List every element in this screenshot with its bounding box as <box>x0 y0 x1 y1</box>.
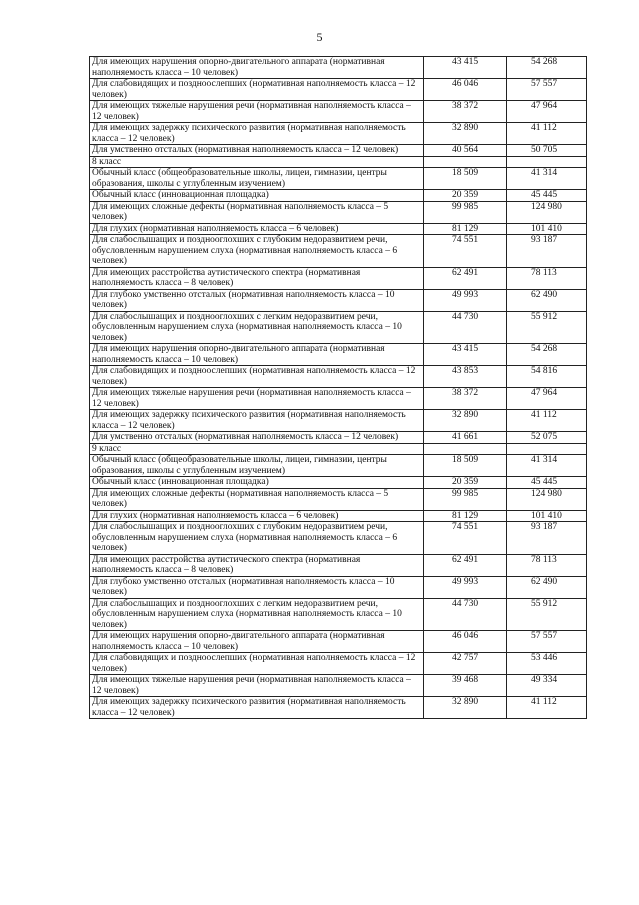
row-label: Для слабовидящих и поздноослепших (нормативная наполняемость класса – 12 человек) <box>90 366 424 388</box>
value-column-1: 39 468 <box>424 675 507 697</box>
row-label: Для имеющих тяжелые нарушения речи (нормативная наполняемость класса – 12 человек) <box>90 388 424 410</box>
value-column-2: 62 490 <box>507 289 587 311</box>
row-label: Для слабослышащих и позднооглохших с глубоким недоразвитием речи, обусловленным нарушением слуха (нормативная наполняемость класса – 6 человек) <box>90 522 424 555</box>
row-label: Обычный класс (общеобразовательные школы, лицеи, гимназии, центры образования, школы с углубленным изучением) <box>90 455 424 477</box>
value-column-1: 44 730 <box>424 598 507 631</box>
value-column-2: 54 816 <box>507 366 587 388</box>
value-column-1: 81 129 <box>424 510 507 522</box>
table-body <box>90 57 587 719</box>
table-row <box>90 576 587 598</box>
value-column-2: 93 187 <box>507 235 587 268</box>
value-column-1: 32 890 <box>424 410 507 432</box>
value-column-1: 43 415 <box>424 57 507 79</box>
table-row <box>90 697 587 719</box>
row-label: Для имеющих нарушения опорно-двигательного аппарата (нормативная наполняемость класса – 10 человек) <box>90 344 424 366</box>
value-column-2: 57 557 <box>507 631 587 653</box>
value-column-2: 41 314 <box>507 168 587 190</box>
table-row <box>90 488 587 510</box>
row-label: Для глубоко умственно отсталых (нормативная наполняемость класса – 10 человек) <box>90 576 424 598</box>
table-row <box>90 675 587 697</box>
row-label: Для глухих (нормативная наполняемость класса – 6 человек) <box>90 510 424 522</box>
value-column-2: 54 268 <box>507 57 587 79</box>
value-column-2: 49 334 <box>507 675 587 697</box>
value-column-2: 124 980 <box>507 201 587 223</box>
value-column-2: 124 980 <box>507 488 587 510</box>
row-label: Для имеющих тяжелые нарушения речи (нормативная наполняемость класса – 12 человек) <box>90 101 424 123</box>
row-label: Для слабослышащих и позднооглохших с глубоким недоразвитием речи, обусловленным нарушением слуха (нормативная наполняемость класса – 6 человек) <box>90 235 424 268</box>
value-column-1: 43 853 <box>424 366 507 388</box>
value-column-1 <box>424 156 507 168</box>
table-row <box>90 79 587 101</box>
value-column-2: 93 187 <box>507 522 587 555</box>
value-column-1 <box>424 443 507 455</box>
row-label: 9 класс <box>90 443 424 455</box>
table-row <box>90 653 587 675</box>
table-row <box>90 101 587 123</box>
row-label: Для имеющих задержку психического развития (нормативная наполняемость класса – 12 человек) <box>90 697 424 719</box>
value-column-2: 41 112 <box>507 697 587 719</box>
value-column-1: 62 491 <box>424 554 507 576</box>
table-row <box>90 201 587 223</box>
value-column-1: 20 359 <box>424 477 507 489</box>
value-column-1: 46 046 <box>424 79 507 101</box>
table-row <box>90 223 587 235</box>
cost-table <box>89 56 587 719</box>
table-row <box>90 554 587 576</box>
table-row <box>90 388 587 410</box>
value-column-2: 45 445 <box>507 477 587 489</box>
value-column-2: 41 112 <box>507 123 587 145</box>
row-label: Обычный класс (инновационная площадка) <box>90 477 424 489</box>
value-column-1: 20 359 <box>424 190 507 202</box>
value-column-2 <box>507 443 587 455</box>
value-column-1: 81 129 <box>424 223 507 235</box>
value-column-2 <box>507 156 587 168</box>
row-label: Для имеющих нарушения опорно-двигательного аппарата (нормативная наполняемость класса – 10 человек) <box>90 631 424 653</box>
value-column-2: 55 912 <box>507 311 587 344</box>
value-column-2: 55 912 <box>507 598 587 631</box>
row-label: Для умственно отсталых (нормативная наполняемость класса – 12 человек) <box>90 145 424 157</box>
value-column-2: 101 410 <box>507 223 587 235</box>
row-label: Для глубоко умственно отсталых (нормативная наполняемость класса – 10 человек) <box>90 289 424 311</box>
row-label: Для умственно отсталых (нормативная наполняемость класса – 12 человек) <box>90 432 424 444</box>
value-column-2: 101 410 <box>507 510 587 522</box>
row-label: Для слабовидящих и поздноослепших (нормативная наполняемость класса – 12 человек) <box>90 79 424 101</box>
value-column-1: 38 372 <box>424 388 507 410</box>
table-row <box>90 168 587 190</box>
value-column-1: 74 551 <box>424 522 507 555</box>
row-label: Для слабослышащих и позднооглохших с легким недоразвитием речи, обусловленным нарушением слуха (нормативная наполняемость класса – 10 человек) <box>90 598 424 631</box>
value-column-1: 32 890 <box>424 697 507 719</box>
value-column-2: 52 075 <box>507 432 587 444</box>
table-row <box>90 235 587 268</box>
value-column-2: 50 705 <box>507 145 587 157</box>
value-column-1: 99 985 <box>424 201 507 223</box>
row-label: Для имеющих сложные дефекты (нормативная наполняемость класса – 5 человек) <box>90 488 424 510</box>
row-label: Для имеющих расстройства аутистического спектра (нормативная наполняемость класса – 8 человек) <box>90 267 424 289</box>
table-row <box>90 57 587 79</box>
table-row <box>90 145 587 157</box>
row-label: 8 класс <box>90 156 424 168</box>
value-column-1: 49 993 <box>424 576 507 598</box>
value-column-1: 18 509 <box>424 455 507 477</box>
value-column-2: 78 113 <box>507 554 587 576</box>
table-row <box>90 190 587 202</box>
value-column-1: 99 985 <box>424 488 507 510</box>
table-row <box>90 522 587 555</box>
value-column-2: 47 964 <box>507 101 587 123</box>
row-label: Для имеющих задержку психического развития (нормативная наполняемость класса – 12 человек) <box>90 410 424 432</box>
table-row <box>90 267 587 289</box>
row-label: Для имеющих нарушения опорно-двигательного аппарата (нормативная наполняемость класса – 10 человек) <box>90 57 424 79</box>
value-column-1: 40 564 <box>424 145 507 157</box>
value-column-1: 18 509 <box>424 168 507 190</box>
value-column-2: 45 445 <box>507 190 587 202</box>
table-row <box>90 344 587 366</box>
value-column-2: 54 268 <box>507 344 587 366</box>
table-row <box>90 432 587 444</box>
table-row <box>90 311 587 344</box>
table-row <box>90 410 587 432</box>
row-label: Для слабовидящих и поздноослепших (нормативная наполняемость класса – 12 человек) <box>90 653 424 675</box>
value-column-1: 62 491 <box>424 267 507 289</box>
row-label: Для слабослышащих и позднооглохших с легким недоразвитием речи, обусловленным нарушением слуха (нормативная наполняемость класса – 10 человек) <box>90 311 424 344</box>
table-row <box>90 631 587 653</box>
row-label: Обычный класс (общеобразовательные школы, лицеи, гимназии, центры образования, школы с углубленным изучением) <box>90 168 424 190</box>
row-label: Для имеющих тяжелые нарушения речи (нормативная наполняемость класса – 12 человек) <box>90 675 424 697</box>
row-label: Для глухих (нормативная наполняемость класса – 6 человек) <box>90 223 424 235</box>
table-row <box>90 443 587 455</box>
value-column-2: 62 490 <box>507 576 587 598</box>
row-label: Для имеющих расстройства аутистического спектра (нормативная наполняемость класса – 8 человек) <box>90 554 424 576</box>
value-column-2: 57 557 <box>507 79 587 101</box>
value-column-2: 78 113 <box>507 267 587 289</box>
table-row <box>90 477 587 489</box>
row-label: Для имеющих сложные дефекты (нормативная наполняемость класса – 5 человек) <box>90 201 424 223</box>
table-row <box>90 510 587 522</box>
value-column-1: 46 046 <box>424 631 507 653</box>
value-column-1: 38 372 <box>424 101 507 123</box>
page-number: 5 <box>316 30 323 44</box>
table-row <box>90 289 587 311</box>
value-column-1: 41 661 <box>424 432 507 444</box>
table-row <box>90 366 587 388</box>
table-row <box>90 123 587 145</box>
table-row <box>90 598 587 631</box>
value-column-1: 74 551 <box>424 235 507 268</box>
table-row <box>90 156 587 168</box>
value-column-2: 47 964 <box>507 388 587 410</box>
value-column-1: 32 890 <box>424 123 507 145</box>
value-column-2: 41 314 <box>507 455 587 477</box>
value-column-1: 43 415 <box>424 344 507 366</box>
value-column-2: 41 112 <box>507 410 587 432</box>
row-label: Для имеющих задержку психического развития (нормативная наполняемость класса – 12 человек) <box>90 123 424 145</box>
value-column-1: 49 993 <box>424 289 507 311</box>
row-label: Обычный класс (инновационная площадка) <box>90 190 424 202</box>
value-column-1: 44 730 <box>424 311 507 344</box>
table-row <box>90 455 587 477</box>
value-column-1: 42 757 <box>424 653 507 675</box>
value-column-2: 53 446 <box>507 653 587 675</box>
